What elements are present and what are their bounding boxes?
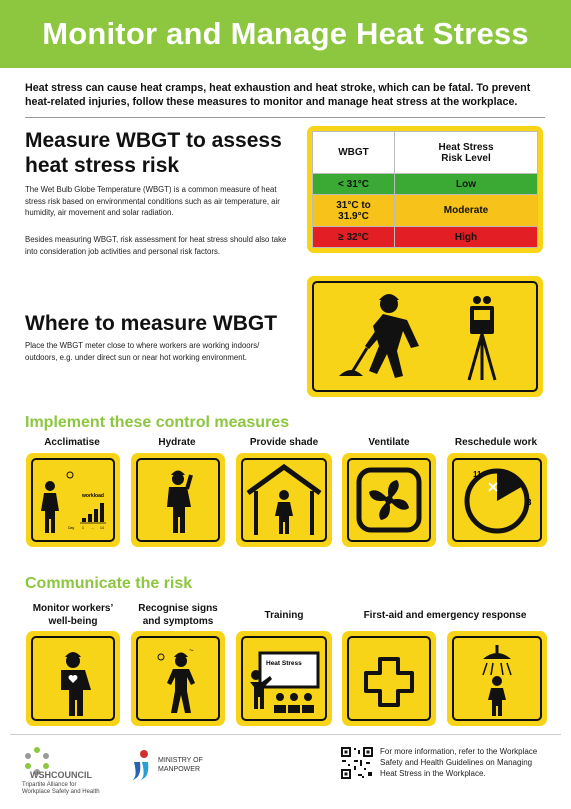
measure-paragraph-1: The Wet Bulb Globe Temperature (WBGT) is a common measure of heat stress risk based on environmental conditions such as air temperature, air humidity, air movement and solar radiation. [25,185,280,217]
risk-table-frame [307,126,543,253]
chart-title: workload [82,493,104,499]
clock-label-from: 11 [473,470,482,479]
label-line2: well-being [48,616,98,627]
footer-info-text: For more information, refer to the Workplace Safety and Health Guidelines on Managing Heat Stress in the Workplace. [380,747,538,778]
monitor-wellbeing-icon [26,631,120,726]
wsh-council-name: WSHCOUNCIL [30,770,92,780]
emergency-shower-tile [447,631,547,726]
measure-heading [25,128,282,178]
emergency-shower-icon [447,631,547,726]
ventilate-tile [342,453,436,547]
mom-logo-icon [128,748,154,782]
hydrate-tile [131,453,225,547]
wsh-sub-line1: Tripartite Alliance for [22,782,77,788]
shade-tile [236,453,332,547]
footer-divider [10,734,561,735]
wsh-sub-line2: Workplace Safety and Health [22,789,100,795]
wbgt-range-line1: 31°C to [336,199,371,211]
chart-label-14: 14 [100,526,104,530]
first-aid-icon [342,631,436,726]
first-aid-tile [342,631,436,726]
table-cell-wbgt: < 31°C [313,174,395,195]
table-header-risk [395,132,538,174]
label-line2: and symptoms [142,616,214,627]
tile-label-ventilate: Ventilate [368,437,410,448]
wbgt-range-line2: 31.9°C [338,210,369,222]
communicate-heading: Communicate the risk [25,575,193,592]
table-cell-level: Moderate [395,195,538,227]
label-line1: Monitor workers’ [32,603,114,614]
measure-heading-line2: heat stress risk [25,154,180,177]
measure-paragraph-2: Besides measuring WBGT, risk assessment for heat stress should also take into consideration job activities and personal risk factors. [25,235,287,256]
table-row-low [313,174,538,195]
tile-label-first-aid: First-aid and emergency response [363,610,527,621]
mom-line2: MANPOWER [158,766,200,773]
acclimatise-tile [26,453,120,547]
clock-icon [447,453,547,547]
label-line1: Recognise signs [138,603,218,614]
clock-label-to: 3 [527,498,532,507]
divider [25,117,545,118]
tile-label-acclimatise: Acclimatise [44,437,100,448]
fan-icon [342,453,436,547]
tile-label-symptoms [128,602,228,628]
measure-heading-line1: Measure WBGT to assess [25,129,282,152]
monitor-tile [26,631,120,726]
chart-label-day: Day [68,526,75,530]
title-banner [0,0,571,68]
table-cell-wbgt: ≥ 32°C [313,227,395,248]
svg-text:~: ~ [189,646,194,655]
symptoms-tile [131,631,225,726]
intro-text: Heat stress can cause heat cramps, heat exhaustion and heat stroke, which can be fatal. To prevent heat-related injuries, follow these measures to monitor and manage heat stress at the workplace. [25,82,531,108]
table-header-risk-line1: Heat Stress [438,141,494,153]
tile-label-monitor [20,602,126,628]
chart-label-1: 1 [82,526,84,530]
risk-table [312,131,538,248]
mom-line1: MINISTRY OF [158,757,203,764]
chart-label-dots: ... [91,526,94,530]
symptoms-icon [131,631,225,726]
table-header-risk-line2: Risk Level [441,152,491,164]
worker-shovel-icon [307,276,543,397]
board-text: Heat Stress [266,660,302,667]
hydrate-icon [131,453,225,547]
table-cell-wbgt [313,195,395,227]
acclimatise-icon [26,453,120,547]
page-title: Monitor and Manage Heat Stress [42,16,529,51]
training-icon [236,631,332,726]
tile-label-reschedule: Reschedule work [454,437,538,448]
table-cell-level: High [395,227,538,248]
where-paragraph: Place the WBGT meter close to where workers are working indoors/ outdoors, e.g. under direct sun or near hot working environment. [25,341,260,362]
control-heading: Implement these control measures [25,414,290,431]
table-header-wbgt: WBGT [313,132,395,174]
qr-code-icon[interactable] [340,746,374,780]
table-row-high [313,227,538,248]
training-tile [236,631,332,726]
shade-icon [236,453,332,547]
worker-with-meter-illustration [307,276,543,397]
tile-label-training: Training [264,610,304,621]
table-row-moderate [313,195,538,227]
where-heading: Where to measure WBGT [25,312,278,335]
table-cell-level: Low [395,174,538,195]
tile-label-shade: Provide shade [249,437,319,448]
tile-label-hydrate: Hydrate [158,437,196,448]
reschedule-tile [447,453,547,547]
